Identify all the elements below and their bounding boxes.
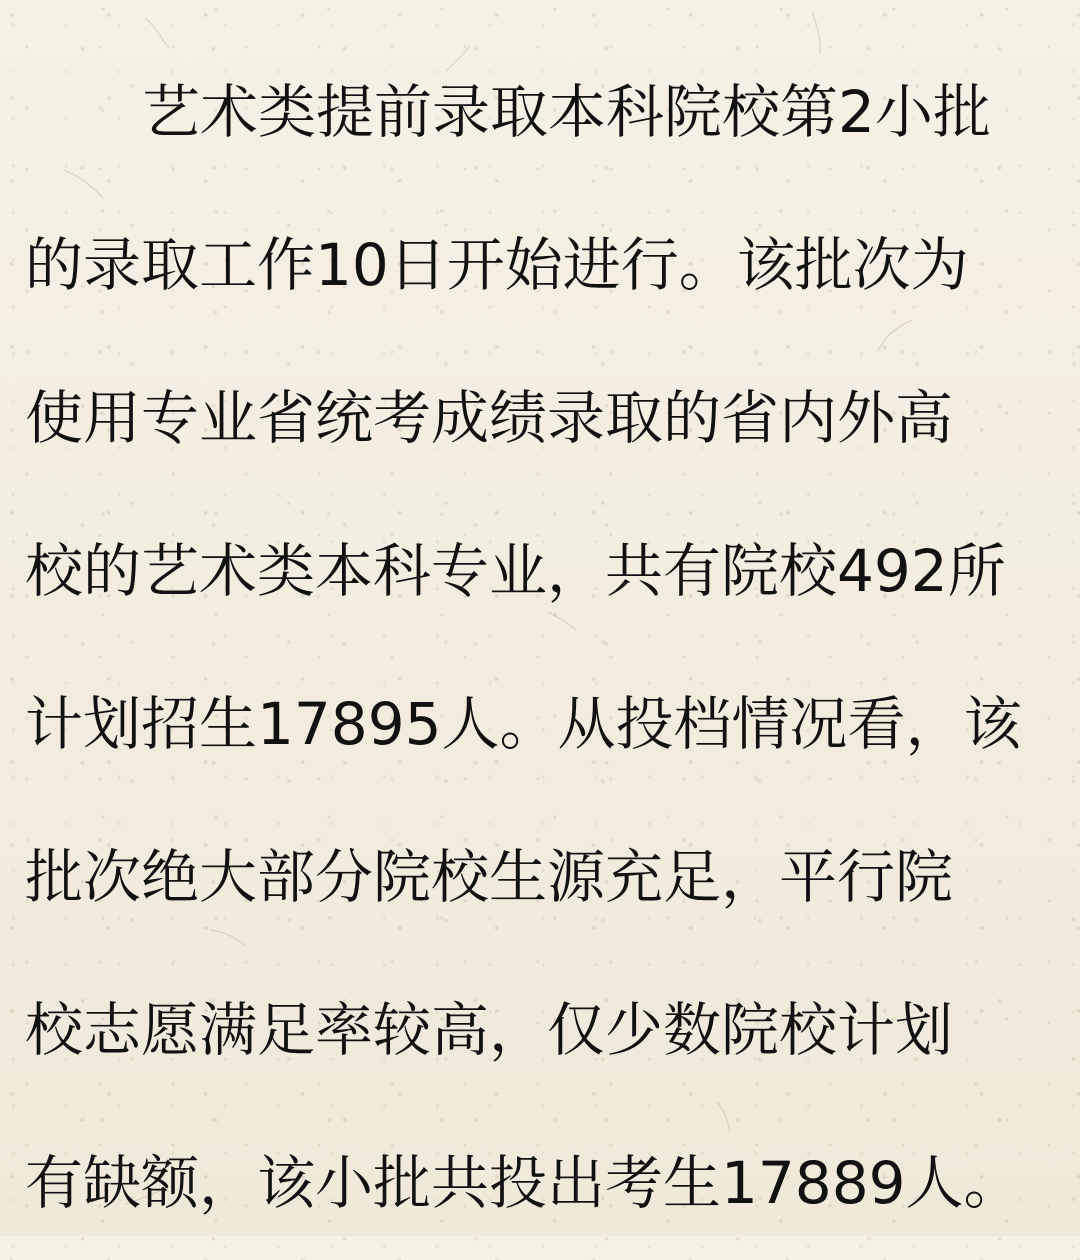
article-line: 的录取工作10日开始进行。该批次为 <box>25 231 969 299</box>
article-line: 批次绝大部分院校生源充足，平行院 <box>25 843 954 911</box>
article-line: 艺术类提前录取本科院校第2小批 <box>142 78 991 146</box>
article-line: 使用专业省统考成绩录取的省内外高 <box>25 384 954 452</box>
article-line: 有缺额，该小批共投出考生17889人。 <box>25 1149 1022 1217</box>
article-line: 校志愿满足率较高，仅少数院校计划 <box>25 996 954 1064</box>
article-line: 校的艺术类本科专业，共有院校492所 <box>25 537 1006 605</box>
article-line: 计划招生17895人。从投档情况看，该 <box>25 690 1022 758</box>
article-body <box>25 36 1055 1260</box>
